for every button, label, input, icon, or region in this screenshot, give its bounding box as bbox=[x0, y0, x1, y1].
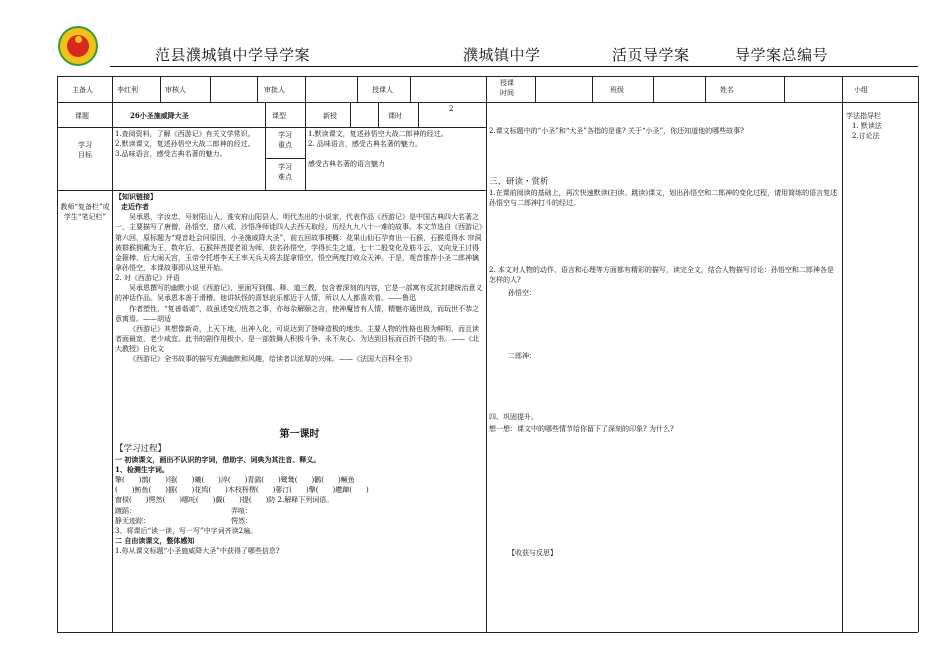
rule bbox=[378, 102, 379, 127]
label-teacher: 授课人 bbox=[372, 86, 393, 94]
rule bbox=[592, 76, 593, 102]
label-goals: 学习 目标 bbox=[78, 141, 92, 160]
goal-item: 1.查阅资料，了解《西游记》有关文学常识。 bbox=[115, 130, 255, 138]
rule bbox=[210, 76, 211, 102]
word-row bbox=[115, 516, 484, 526]
rule bbox=[265, 158, 305, 159]
header-type: 活页导学案 bbox=[612, 46, 690, 64]
rule bbox=[357, 76, 358, 102]
pinyin-line: 擎( )鹊( )翎( )曦( )淬( )青鹞( )鹭鸶( )鹳( )鳜鱼 bbox=[115, 476, 355, 485]
method-item: 2.讨论法 bbox=[852, 132, 880, 141]
label-topic: 课题 bbox=[75, 112, 89, 120]
section-three-q1: 1.在课前阅读的基础上，再次快速默读(扫读、跳读)课文，划出孙悟空和二郎神的变化过程，请用简练的语言复述孙悟空与二郎神打斗的经过。 bbox=[489, 189, 838, 208]
label-hours: 课时 bbox=[388, 112, 402, 120]
label-key-points: 学习 重点 bbox=[278, 131, 292, 150]
rule bbox=[653, 76, 654, 102]
word-label: 踱蹈： bbox=[115, 506, 136, 515]
review-lu-xun: 吴承恩撰写的幽默小说《西游记》，里面写到儒、释、道三教，包含着深刻的内容，它是一部寓有反抗封建统治意义的神话作品。吴承恩本善于滑稽，他讲妖怪的喜怒哀乐都近于人情，所以人人都喜欢看。——鲁迅 bbox=[115, 284, 483, 303]
rule bbox=[486, 76, 487, 632]
rule bbox=[535, 76, 536, 102]
word-label: 静无迹踪： bbox=[115, 516, 150, 525]
method-item: 1. 默读法 bbox=[852, 122, 882, 131]
rule bbox=[784, 76, 785, 102]
difficulty-text: 感受古典名著的语言魅力 bbox=[308, 160, 385, 168]
key-points-list bbox=[308, 129, 484, 149]
logo-star-icon bbox=[75, 36, 82, 43]
lesson-title: 第一课时 bbox=[279, 429, 320, 440]
harvest-reflection: 【收获与反思】 bbox=[508, 549, 557, 557]
rule bbox=[57, 190, 486, 191]
rule bbox=[918, 76, 919, 632]
rule bbox=[410, 76, 411, 102]
label-name: 姓名 bbox=[720, 86, 734, 94]
review-pku: 《西游记》其想像新奇，上天下地，出神入化，可说达到了登峰造极的地步。主要人物的性格也极为鲜明，而且读者面最宽，老少咸宜。此书的剧作用极小，是一部鼓舞人积极斗争、永不灰心、为达到目标而百折不挠的书。——《北大教授》自化文 bbox=[115, 324, 479, 354]
goal-item: 3.品味语言，感受古典名著的魅力。 bbox=[115, 150, 227, 159]
pinyin-line: 窗棂( )愕然( )哪吒( )觑( )提( )防 2.解释下列词语。 bbox=[115, 496, 334, 505]
step-one-check: 1、检测生字词。 bbox=[115, 464, 169, 474]
header-school-short: 濮城镇中学 bbox=[463, 46, 541, 64]
review-encyclopedia: 《西游记》全书故事的描写充满幽默和风趣，给读者以浓厚的兴味。——《法国大百科全书》 bbox=[129, 355, 416, 364]
section-three-q2: 2. 本文对人物的动作、语言和心理等方面都有精彩的描写，读完全文，结合人物描写讨论：孙悟空和二郎神各是怎样的人? bbox=[489, 266, 834, 285]
word-row bbox=[115, 506, 484, 516]
step-two-question: 1.你从课文标题“小圣施威降大圣”中获得了哪些信息? bbox=[115, 546, 280, 555]
pinyin-line: ( )鲂鱼( )掳( )花鸨( )木杈枒楞( )蓼汀( )擎( )趱蹿( ) bbox=[115, 486, 369, 495]
rule bbox=[842, 76, 843, 632]
rule bbox=[350, 102, 351, 127]
label-difficulty: 学习 难点 bbox=[278, 163, 292, 182]
label-class: 班级 bbox=[610, 86, 624, 94]
goals-list bbox=[115, 129, 263, 159]
lesson-section bbox=[115, 428, 484, 556]
rule bbox=[112, 190, 113, 632]
process-title: 【学习过程】 bbox=[115, 443, 167, 454]
rule bbox=[57, 102, 918, 103]
rule bbox=[57, 76, 918, 77]
method-guide bbox=[846, 111, 916, 141]
rule bbox=[257, 76, 258, 102]
review-heading: 2. 对《西游记》评语 bbox=[115, 274, 180, 283]
rule bbox=[305, 76, 306, 190]
label-approver: 审批人 bbox=[264, 86, 285, 94]
rule bbox=[705, 76, 706, 102]
value-type: 新授 bbox=[323, 112, 337, 120]
section-four-title: 四、巩固提升。 bbox=[489, 413, 538, 421]
teacher-notes-column: 教师“复备栏”或学生“笔记栏” bbox=[60, 203, 110, 222]
header-school: 范县濮城镇中学导学案 bbox=[155, 46, 311, 64]
label-preparer: 主备人 bbox=[72, 86, 93, 94]
rule bbox=[57, 127, 486, 128]
label-group: 小组 bbox=[854, 86, 868, 94]
answer-wukong: 孙悟空： bbox=[508, 289, 536, 297]
rule bbox=[418, 102, 419, 127]
goal-item: 2.默读课文，复述孙悟空大战二郎神的经过。 bbox=[115, 140, 255, 149]
rule bbox=[160, 76, 161, 102]
step-two: 二 自由读课文，整体感知 bbox=[115, 535, 195, 545]
section-three-title: 三、研读・赏析 bbox=[489, 177, 549, 187]
rule bbox=[112, 76, 113, 190]
author-heading: 走近作者 bbox=[121, 202, 149, 212]
word-label: 愕然： bbox=[231, 516, 252, 525]
question-title-meaning: 2.课文标题中的“小圣”和“大圣”各指的是谁? 关于“小圣”，你还知道他的哪些故事? bbox=[489, 127, 744, 135]
label-type: 课型 bbox=[272, 112, 286, 120]
rule bbox=[57, 632, 918, 633]
school-logo bbox=[58, 26, 98, 66]
author-text: 吴承恩，字汝忠，号射阳山人，淮安府山阳县人，明代杰出的小说家，代表作品《西游记》是中国古典四大名著之一，主要描写了唐僧、孙悟空、猪八戒、沙悟净师徒四人去西天取经，历经九九八十一难的故事。本文节选自《西游记》第六回，原标题为“观音赴会问原因，小圣施威降大圣”，前五回故事梗概：花果山仙石孕育出一石猴，石猴觅得水 帘洞被群猴拥戴为王，数年后，石猴拜菩提老祖为师，获名孙悟空，学得长生之道、七十二般变化及筋斗云，又向龙王讨得金箍棒，后大闹天宫，玉帝令托塔李天王率天兵天将去捉拿悟空，悟空两度打败众天神。于是，观音推荐小圣二郎神擒拿孙悟空，本课故事即从这里开始。 bbox=[115, 213, 483, 272]
key-point-item: 2. 品味语言，感受古典名著的魅力。 bbox=[308, 140, 422, 149]
value-topic: 26小圣施威降大圣 bbox=[130, 111, 189, 120]
header-underline bbox=[110, 66, 918, 67]
answer-erlang: 二郎神： bbox=[508, 352, 536, 360]
knowledge-section bbox=[115, 192, 484, 364]
step-one-read: 3、将课后“读一读，写一写”中字词齐读2遍。 bbox=[115, 526, 258, 535]
label-reviewer: 审核人 bbox=[165, 86, 186, 94]
label-date: 授课 时间 bbox=[500, 79, 514, 98]
value-preparer: 李红利 bbox=[117, 86, 138, 94]
value-hours: 2 bbox=[449, 105, 454, 113]
word-label: 弄喧： bbox=[231, 506, 252, 515]
method-guide-title: 学法指导栏 bbox=[846, 112, 881, 120]
knowledge-title: 【知识链接】 bbox=[115, 192, 157, 201]
header-serial: 导学案总编号 bbox=[735, 46, 829, 64]
step-one: 一 初读课文，画出不认识的字词，借助字、词典为其注音、释义。 bbox=[115, 454, 321, 464]
review-hu-shi: 作者塑性，“复善谐谑”，故虽述变幻恍忽之事，亦每杂解颐之言，使神魔皆有人情，精魅亦通世故，而玩世不恭之意寓焉。——胡适 bbox=[115, 304, 480, 323]
key-point-item: 1.默读课文，复述孙悟空大战二郎神的经过。 bbox=[308, 130, 448, 138]
section-four-question: 想一想：课文中的哪些情节给你留下了深刻的印象? 为什么? bbox=[489, 425, 674, 433]
